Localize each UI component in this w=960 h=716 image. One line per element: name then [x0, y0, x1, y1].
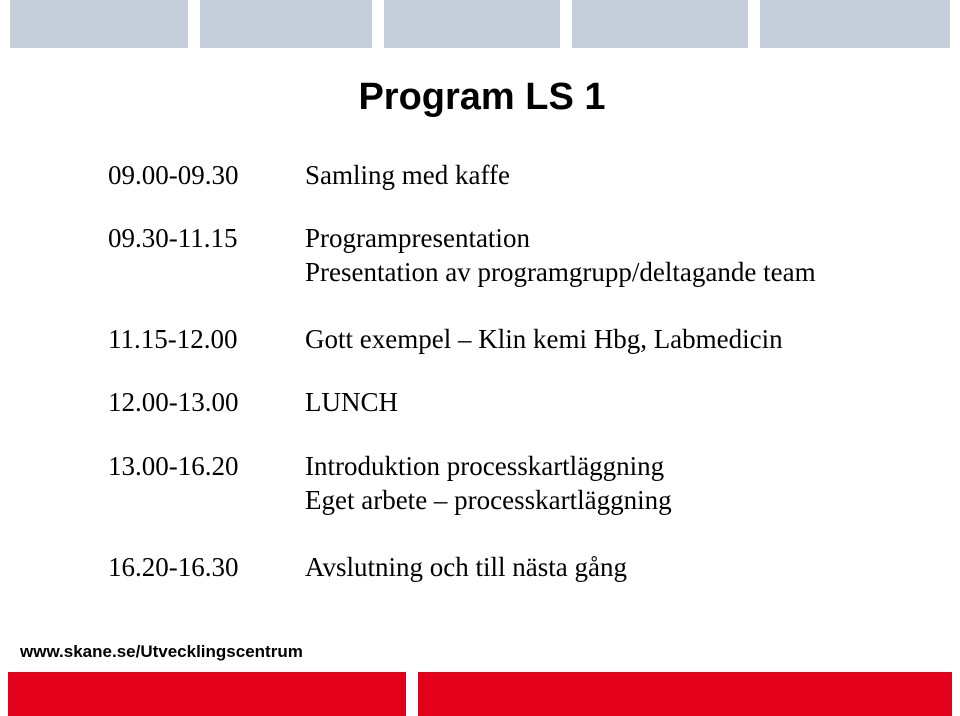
- schedule-description: [305, 221, 816, 289]
- schedule-time: 13.00-16.20: [108, 451, 239, 481]
- schedule-line: LUNCH: [305, 387, 398, 417]
- schedule-line: Avslutning och till nästa gång: [305, 552, 627, 582]
- schedule-line: Eget arbete – processkartläggning: [305, 485, 672, 515]
- top-band-segment: [200, 0, 372, 48]
- schedule-time: 09.30-11.15: [108, 223, 238, 253]
- bottom-decorative-band: [0, 672, 960, 716]
- top-decorative-band: [0, 0, 960, 48]
- bottom-band-segment: [418, 672, 952, 716]
- schedule-line: Presentation av programgrupp/deltagande team: [305, 257, 816, 287]
- schedule-description: [305, 449, 672, 517]
- footer-url: www.skane.se/Utvecklingscentrum: [20, 642, 303, 661]
- top-band-segment: [384, 0, 560, 48]
- top-band-segment: [10, 0, 188, 48]
- schedule-line: Introduktion processkartläggning: [305, 451, 665, 481]
- schedule-time: 16.20-16.30: [108, 552, 239, 582]
- schedule-line: Gott exempel – Klin kemi Hbg, Labmedicin: [305, 324, 783, 354]
- schedule-time: 11.15-12.00: [108, 324, 238, 354]
- top-band-segment: [760, 0, 950, 48]
- bottom-band-segment: [8, 672, 406, 716]
- slide-title-text: Program LS 1: [358, 76, 606, 118]
- schedule-time: 09.00-09.30: [108, 160, 239, 190]
- schedule-time: 12.00-13.00: [108, 387, 239, 417]
- schedule-description: [305, 158, 510, 192]
- schedule-line: Samling med kaffe: [305, 160, 510, 190]
- top-band-segment: [572, 0, 748, 48]
- schedule-description: [305, 385, 398, 419]
- slide-title: [0, 76, 960, 119]
- schedule-description: [305, 550, 627, 584]
- schedule-description: [305, 322, 783, 356]
- schedule-line: Programpresentation: [305, 223, 530, 253]
